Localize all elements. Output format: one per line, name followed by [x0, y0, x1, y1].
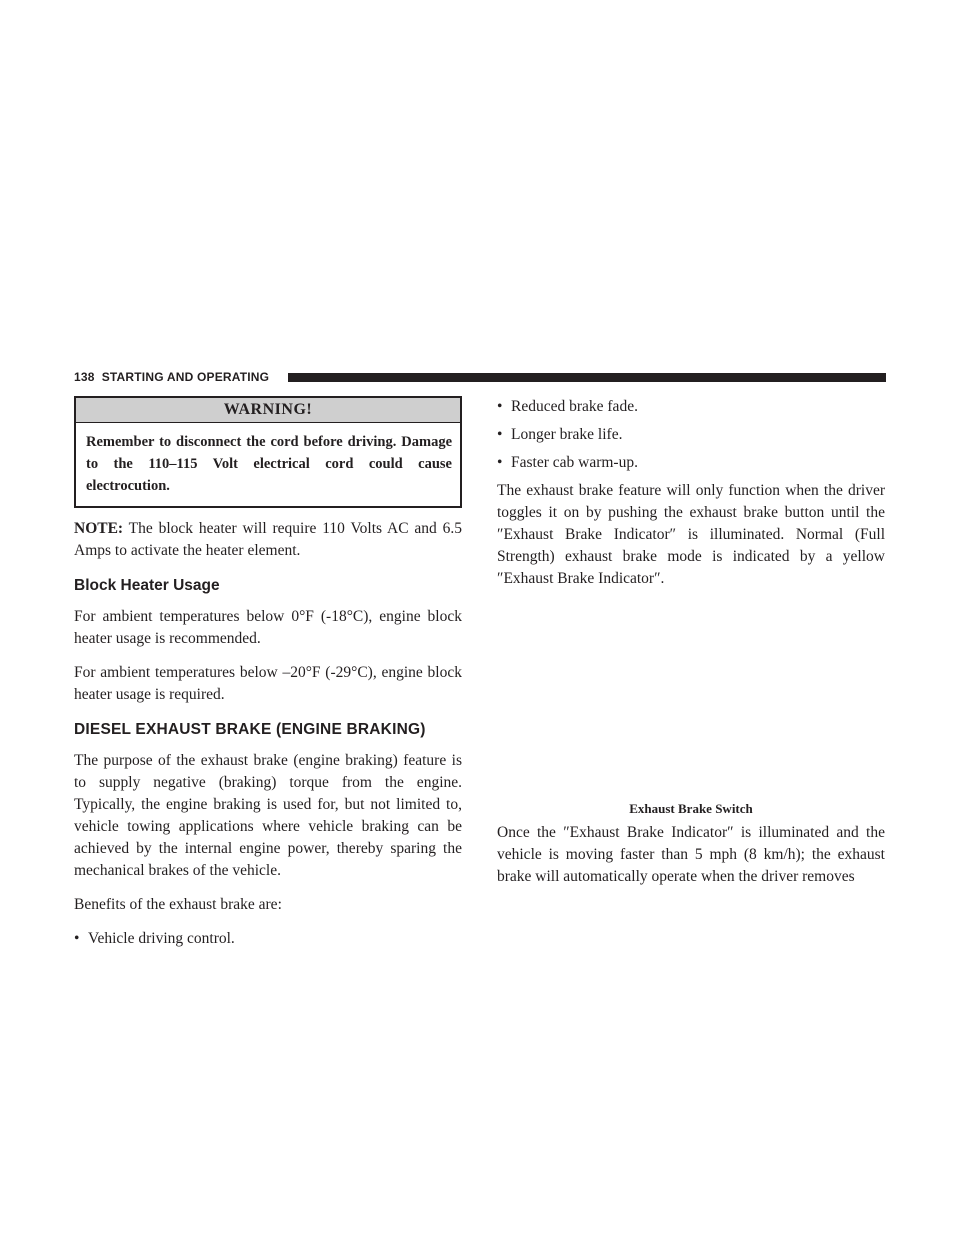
- exhaust-brake-heading: DIESEL EXHAUST BRAKE (ENGINE BRAKING): [74, 721, 426, 738]
- list-item-text: Vehicle driving control.: [88, 930, 235, 947]
- list-item: [497, 424, 885, 446]
- page-header: [74, 369, 886, 387]
- exhaust-brake-operation-text: Once the ″Exhaust Brake Indicator″ is illuminated and the vehicle is moving faster than 5 mph (8 km/h); the exhaust brake will automatically operate when the driver removes: [497, 824, 885, 885]
- list-item: [497, 452, 885, 474]
- bullet-icon: •: [497, 426, 503, 443]
- list-item-text: Faster cab warm-up.: [511, 454, 638, 471]
- benefits-list-right: [497, 396, 885, 474]
- figure-exhaust-brake-switch: [497, 602, 885, 800]
- exhaust-brake-intro: The purpose of the exhaust brake (engine braking) feature is to supply negative (braking) torque from the engine. Typically, the engine braking is used for, but not limited to, vehicle towing applications where vehicle braking can be achieved by the internal engine power, thereby sparing the mechanical brakes of the vehicle.: [74, 752, 462, 879]
- exhaust-brake-function-text: The exhaust brake feature will only function when the driver toggles it on by pushing the exhaust brake button until the ″Exhaust Brake Indicator″ is illuminated. Normal (Full Strength) exhaust brake mode is indicated by a yellow ″Exhaust Brake Indicator″.: [497, 482, 885, 587]
- header-rule: [288, 373, 886, 382]
- section-title: STARTING AND OPERATING: [101, 370, 270, 384]
- page-header-text: [74, 370, 269, 384]
- figure-caption: Exhaust Brake Switch: [629, 801, 753, 816]
- bullet-icon: •: [497, 454, 503, 471]
- list-item: [497, 396, 885, 418]
- list-item-text: Longer brake life.: [511, 426, 623, 443]
- benefits-list-left: [74, 928, 462, 950]
- list-item-text: Reduced brake fade.: [511, 398, 638, 415]
- note-label: NOTE:: [74, 520, 124, 537]
- note-paragraph: [74, 518, 462, 562]
- block-heater-paragraph-1: For ambient temperatures below 0°F (-18°C), engine block heater usage is recommended.: [74, 608, 462, 647]
- block-heater-usage-heading: Block Heater Usage: [74, 577, 220, 594]
- list-item: [74, 928, 462, 950]
- warning-box: [74, 396, 462, 508]
- page-number: 138: [74, 370, 95, 384]
- bullet-icon: •: [74, 930, 80, 947]
- bullet-icon: •: [497, 398, 503, 415]
- warning-body: Remember to disconnect the cord before driving. Damage to the 110–115 Volt electrical cord could cause electrocution.: [86, 434, 452, 494]
- benefits-lead: Benefits of the exhaust brake are:: [74, 896, 282, 913]
- left-column: [74, 396, 462, 956]
- right-column: [497, 396, 885, 900]
- note-text: The block heater will require 110 Volts AC and 6.5 Amps to activate the heater element.: [74, 520, 462, 559]
- block-heater-paragraph-2: For ambient temperatures below –20°F (-29°C), engine block heater usage is required.: [74, 664, 462, 703]
- warning-title: WARNING!: [76, 398, 460, 423]
